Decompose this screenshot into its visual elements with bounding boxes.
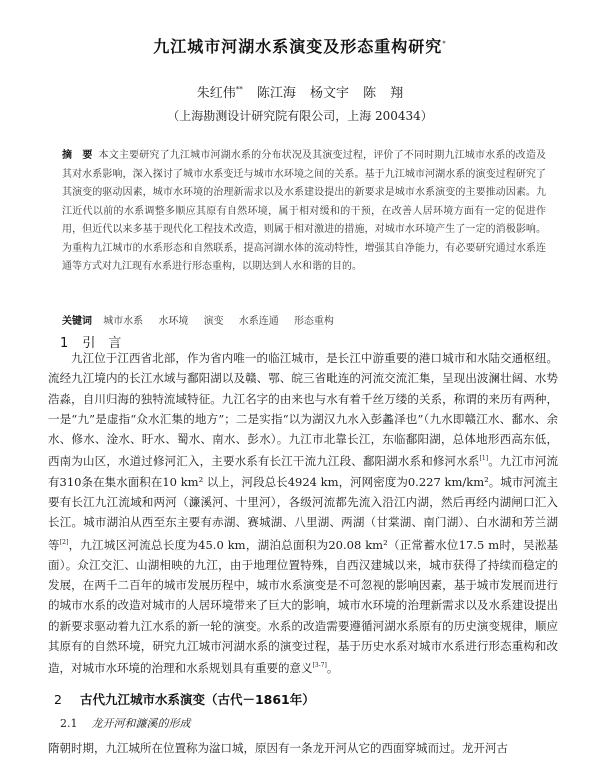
author-4: 陈 翔 (363, 86, 404, 101)
section-2-heading (54, 690, 315, 708)
keyword: 演变 (203, 316, 224, 327)
paragraph-text: 隋朝时期，九江城所在位置称为湓口城，原因有一条龙开河从它的西面穿城而过。龙开河古 (48, 741, 508, 755)
subsection-number: 2.1 (60, 717, 78, 730)
paragraph-text: ，九江城区河流总长度为45.0 km，湖泊总面积为20.08 km²（正常蓄水位17.5 m时，吴淞基面）。众江交汇、山湖相映的九江，由于地理位置特殊，自西汉建城以来，城市获得了持续而稳定的发展，在两千二百年的城市发展历程中，城市水系演变是不可忽视的影响因素，基于城市发展而进行的城市水系的改造对城市的人居环境带来了巨大的影响，城市水环境的治理新需求以及水系建设提出的新要求驱动着九江水系的新一轮的演变。水系的改造需要遵循河湖水系原有的历史演变规律，顺应其原有的自然环境，研究九江城市河湖水系的演变过程，基于历史水系对城市水系进行形态重构和改造，对城市水环境的治理和水系规划具有重要的意义 (48, 537, 559, 675)
section-1-number: 1 (60, 336, 69, 351)
paper-title-text: 九江城市河湖水系演变及形态重构研究 (153, 37, 443, 56)
author-3: 杨文宇 (310, 86, 350, 101)
citation: [3-7] (312, 662, 327, 670)
keywords (62, 312, 546, 327)
paragraph-end: 。 (326, 660, 339, 675)
section-1-paragraph (48, 348, 558, 678)
abstract (62, 147, 546, 277)
abstract-text: 本文主要研究了九江城市河湖水系的分布状况及其演变过程，评价了不同时期九江城市水系的改造及其对水系影响，深入探讨了城市水系变迁与城市水环境之间的关系。基于九江城市河湖水系的演变过程研究了其演变的驱动因素，城市水环境的治理新需求以及水系建设提出的新要求是城市水系演变的主要推动因素。九江近代以前的水系调整多顺应其原有自然环境，属于相对缓和的干预，在改善人居环境方面有一定的促进作用，但近代以来多基于现代化工程技术改造，则属于相对激进的措施，对城市水环境产生了一定的消极影响。为重构九江城市的水系形态和自然联系，提高河湖水体的流动特性，增强其自净能力，有必要研究通过水系连通等方式对九江现有水系进行形态重构，以期达到人水和谐的目的。 (62, 150, 547, 272)
section-2-number: 2 (54, 692, 62, 707)
author-1-mark: ** (235, 85, 243, 94)
author-list (0, 82, 600, 101)
author-1: 朱红伟 (196, 86, 236, 101)
section-2-paragraph (48, 738, 558, 758)
keyword: 形态重构 (293, 316, 334, 327)
section-2-title: 古代九江城市水系演变（古代－1861年） (79, 692, 315, 707)
citation: [1] (479, 455, 489, 463)
affiliation: （上海勘测设计研究院有限公司，上海 200434） (167, 109, 433, 123)
title-footnote-mark: * (442, 39, 447, 48)
author-2: 陈江海 (256, 86, 296, 101)
abstract-label: 摘 要 (62, 150, 93, 161)
keyword: 水环境 (158, 316, 189, 327)
subsection-heading (60, 715, 191, 731)
paragraph-text: 。九江市河流有310条在集水面积在10 km² 以上，河段总长4924 km，河网密度为0.227 km/km²。城市河流主要有长江九江流域和两河（濂溪河、十里河），各级河流都先流入沿江内湖，然后再经内湖闸口汇入长江。城市湖泊从西至东主要有赤湖、赛城湖、八里湖、两湖（甘棠湖、南门湖）、白水湖和芳兰湖等 (48, 454, 559, 552)
keyword: 水系连通 (238, 316, 279, 327)
keyword: 城市水系 (103, 316, 144, 327)
citation: [2] (59, 538, 69, 546)
subsection-title: 龙开河和濂溪的形成 (91, 717, 191, 730)
section-1-title: 引 言 (82, 336, 122, 351)
paragraph-text: 九江位于江西省北部，作为省内唯一的临江城市，是长江中游重要的港口城市和水陆交通枢纽。流经九江境内的长江水域与鄱阳湖以及赣、鄂、皖三省毗连的河流交流汇集，呈现出波澜壮阔、水势浩淼，自川归海的独特流域特征。九江名字的由来也与水有着千丝万缕的关系，称谓的来历有两种，一是“九”是虚指“众水汇集的地方”；二是实指“以为湖汉九水入彭蠡泽也”（九水即赣江水、鄱水、余水、修水、淦水、盱水、蜀水、南水、彭水）。九江市北靠长江，东临鄱阳湖，总体地形西高东低，西南为山区，水道过修河汇入，主要水系有长江干流九江段、鄱阳湖水系和修河水系 (48, 351, 558, 469)
paper-title (0, 34, 600, 57)
keywords-label: 关键词 (62, 316, 92, 327)
